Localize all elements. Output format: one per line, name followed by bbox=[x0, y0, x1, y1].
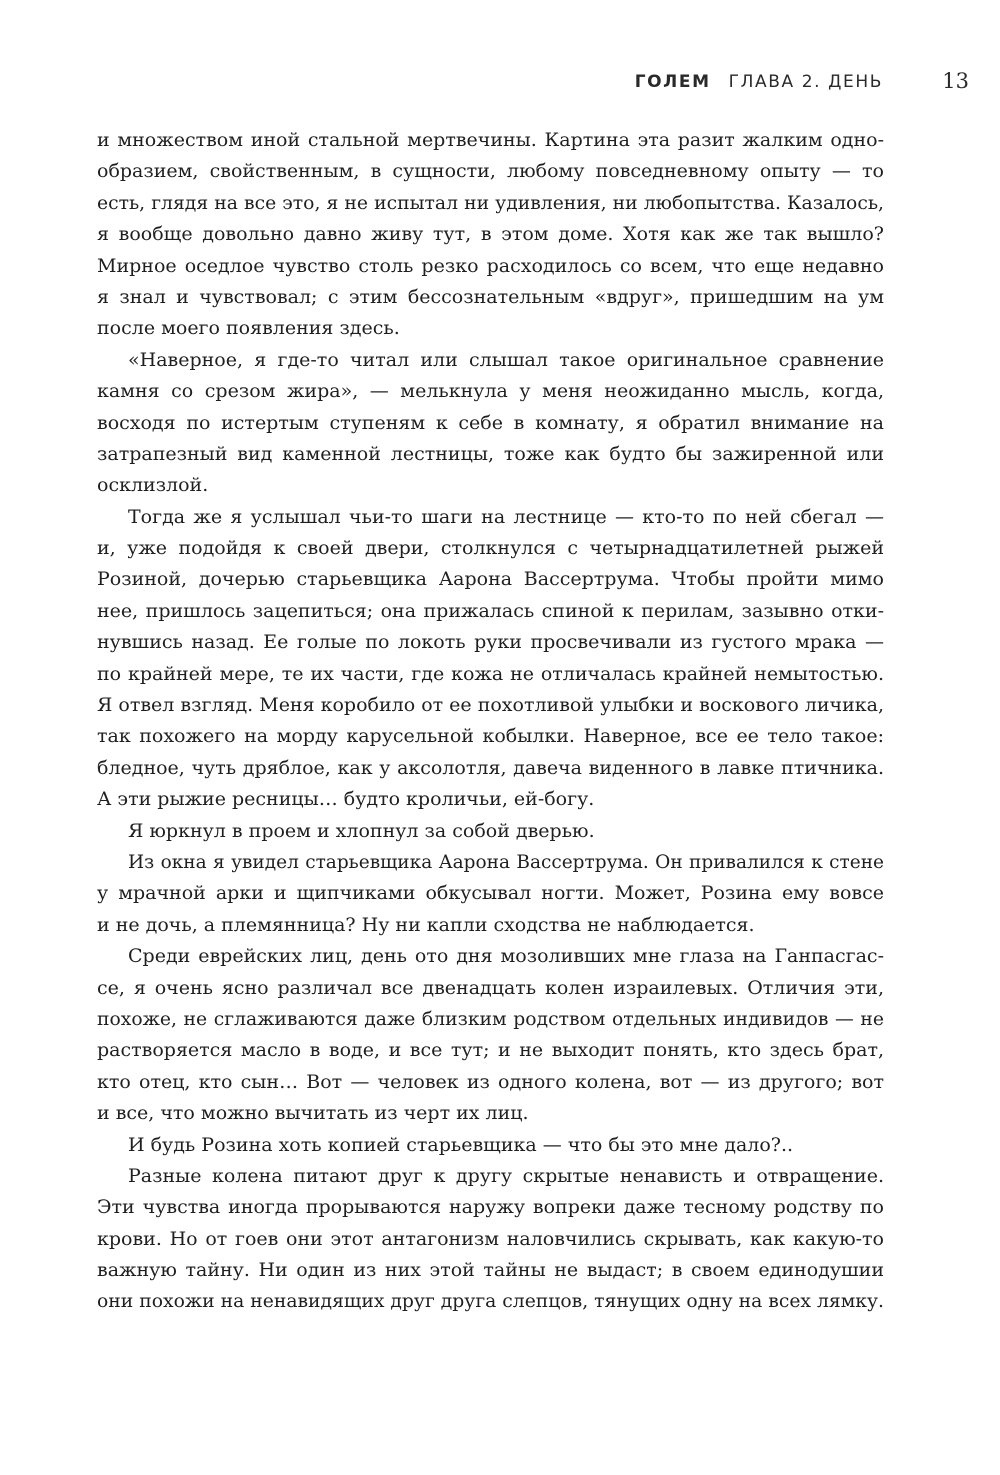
text-line: и, уже подойдя к своей двери, столкнулся с четырнадцатилетней рыжей bbox=[97, 537, 884, 560]
text-line: так похожего на морду карусельной кобылки. Наверное, все ее тело такое: bbox=[97, 725, 884, 748]
book-title: ГОЛЕМ bbox=[634, 72, 711, 92]
text-line: А эти рыжие ресницы… будто кроличьи, ей-богу. bbox=[97, 788, 595, 811]
text-line: Я юркнул в проем и хлопнул за собой дверью. bbox=[128, 819, 595, 842]
text-line: я знал и чувствовал; с этим бессознательным «вдруг», пришедшим на ум bbox=[97, 285, 884, 308]
text-line: и не дочь, а племянница? Ну ни капли сходства не наблюдается. bbox=[97, 913, 755, 936]
text-line: И будь Розина хоть копией старьевщика — что бы это мне дало?.. bbox=[128, 1133, 794, 1156]
text-line: Мирное оседлое чувство столь резко расходилось со всем, что еще недавно bbox=[97, 254, 884, 277]
chapter-title: ГЛАВА 2. ДЕНЬ bbox=[728, 72, 883, 92]
text-line: растворяется масло в воде, и все тут; и не выходит понять, кто здесь брат, bbox=[97, 1039, 884, 1062]
text-line: важную тайну. Ни один из них этой тайны не выдаст; в своем единодушии bbox=[97, 1259, 884, 1282]
text-line: кто отец, кто сын… Вот — человек из одного колена, вот — из другого; вот bbox=[97, 1070, 884, 1093]
text-line: по крайней мере, те их части, где кожа не отличалась крайней немытостью. bbox=[97, 662, 884, 685]
page-number: 13 bbox=[942, 69, 969, 93]
text-line: се, я очень ясно различал все двенадцать колен израилевых. Отличия эти, bbox=[97, 976, 884, 999]
running-head bbox=[634, 69, 969, 93]
text-line: Среди еврейских лиц, день ото дня мозоливших мне глаза на Ганпасгас- bbox=[128, 945, 884, 968]
text-line: нее, пришлось зацепиться; она прижалась спиной к перилам, зазывно отки- bbox=[97, 599, 884, 622]
text-line: и все, что можно вычитать из черт их лиц. bbox=[97, 1102, 529, 1125]
text-line: образием, свойственным, в сущности, любому повседневному опыту — то bbox=[97, 160, 884, 183]
body-text bbox=[97, 125, 884, 1318]
text-line: затрапезный вид каменной лестницы, тоже как будто бы зажиренной или bbox=[97, 442, 884, 465]
text-line: похоже, не сглаживаются даже близким родством отдельных индивидов — не bbox=[97, 1008, 884, 1030]
text-line: Из окна я увидел старьевщика Аарона Вассертрума. Он привалился к стене bbox=[128, 851, 884, 873]
text-line: я вообще довольно давно живу тут, в этом доме. Хотя как же так вышло? bbox=[97, 223, 884, 246]
text-line: камня со срезом жира», — мелькнула у меня неожиданно мысль, когда, bbox=[97, 380, 884, 403]
text-line: Я отвел взгляд. Меня коробило от ее похотливой улыбки и воскового личика, bbox=[97, 694, 884, 717]
text-line: бледное, чуть дряблое, как у аксолотля, давеча виденного в лавке птичника. bbox=[97, 756, 884, 779]
text-line: восходя по истертым ступеням к себе в комнату, я обратил внимание на bbox=[97, 411, 884, 434]
text-line: Тогда же я услышал чьи-то шаги на лестнице — кто-то по ней сбегал — bbox=[128, 505, 884, 528]
text-line: Розиной, дочерью старьевщика Аарона Вассертрума. Чтобы пройти мимо bbox=[97, 568, 884, 591]
text-line: крови. Но от гоев они этот антагонизм наловчились скрывать, как какую-то bbox=[97, 1227, 884, 1250]
text-line: они похожи на ненавидящих друг друга слепцов, тянущих одну на всех лямку. bbox=[97, 1291, 884, 1313]
text-line: у мрачной арки и щипчиками обкусывал ногти. Может, Розина ему вовсе bbox=[97, 882, 884, 905]
text-line: нувшись назад. Ее голые по локоть руки просвечивали из густого мрака — bbox=[97, 631, 884, 654]
text-line: и множеством иной стальной мертвечины. Картина эта разит жалким одно- bbox=[97, 129, 884, 151]
text-line: Эти чувства иногда прорываются наружу вопреки даже тесному родству по bbox=[97, 1196, 884, 1219]
text-line: осклизлой. bbox=[97, 474, 209, 497]
text-line: Разные колена питают друг к другу скрытые ненависть и отвращение. bbox=[128, 1164, 884, 1187]
text-line: «Наверное, я где-то читал или слышал такое оригинальное сравнение bbox=[128, 348, 884, 371]
text-line: после моего появления здесь. bbox=[97, 317, 400, 340]
text-line: есть, глядя на все это, я не испытал ни удивления, ни любопытства. Казалось, bbox=[97, 192, 884, 214]
